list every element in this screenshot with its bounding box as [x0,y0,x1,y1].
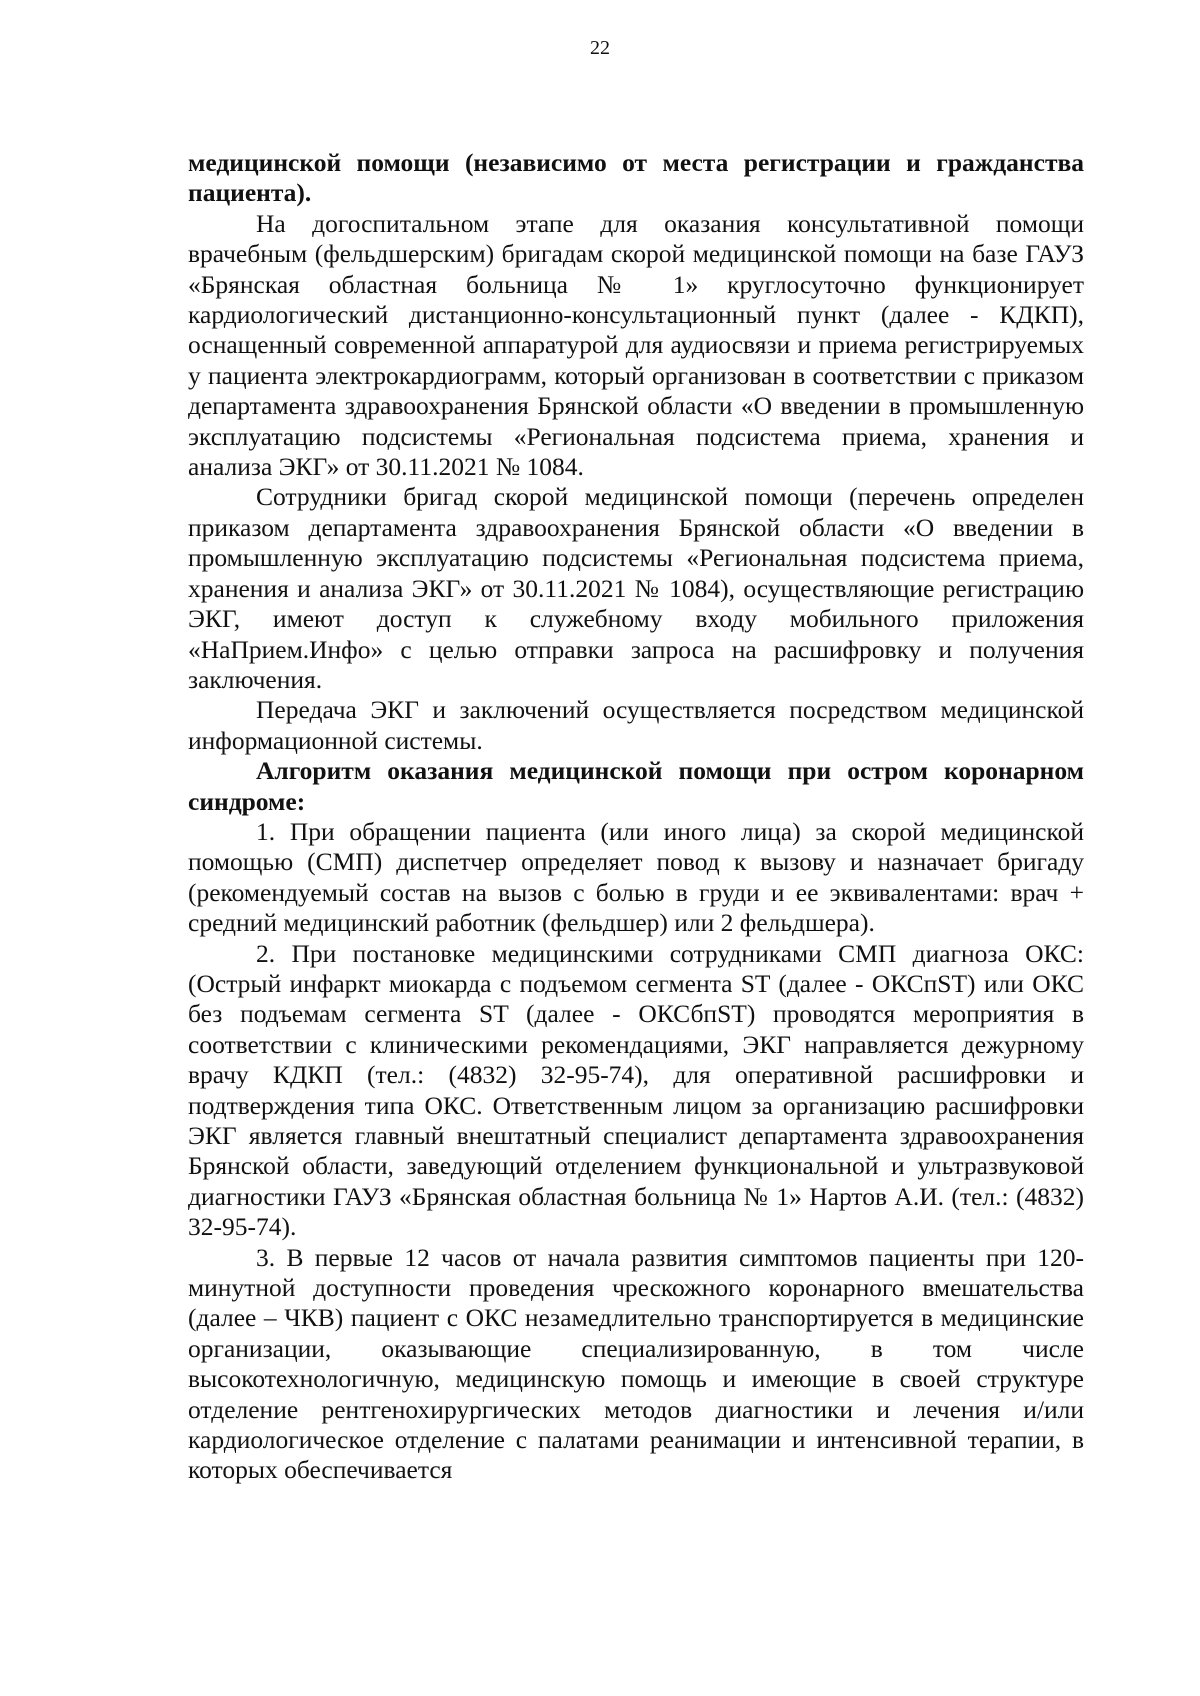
paragraph-kdkp: На догоспитальном этапе для оказания консультативной помощи врачебным (фельдшерским) бригадам скорой медицинской помощи на базе ГАУЗ «Брянская областная больница № 1» круглосуточно функционирует кардиологический дистанционно-консультационный пункт (далее - КДКП), оснащенный современной аппаратурой для аудиосвязи и приема регистрируемых у пациента электрокардиограмм, который организован в соответствии с приказом департамента здравоохранения Брянской области «О введении в промышленную эксплуатацию подсистемы «Региональная подсистема приема, хранения и анализа ЭКГ» от 30.11.2021 № 1084. [188,208,1084,482]
paragraph-smp-staff: Сотрудники бригад скорой медицинской помощи (перечень определен приказом департамента здравоохранения Брянской области «О введении в промышленную эксплуатацию подсистемы «Региональная подсистема приема, хранения и анализа ЭКГ» от 30.11.2021 № 1084), осуществляющие регистрацию ЭКГ, имеют доступ к служебному входу мобильного приложения «НаПрием.Инфо» с целью отправки запроса на расшифровку и получения заключения. [188,482,1084,694]
list-item-1: 1. При обращении пациента (или иного лица) за скорой медицинской помощью (СМП) диспетчер определяет повод к вызову и назначает бригаду (рекомендуемый состав на вызов с болью в груди и ее эквивалентами: врач + средний медицинский работник (фельдшер) или 2 фельдшера). [188,816,1084,938]
document-body [188,148,1084,1486]
list-item-2: 2. При постановке медицинскими сотрудниками СМП диагноза ОКС: (Острый инфаркт миокарда с подъемом сегмента ST (далее - ОКСпST) или ОКС без подъемам сегмента ST (далее - ОКСбпST) проводятся мероприятия в соответствии с клиническими рекомендациями, ЭКГ направляется дежурному врачу КДКП (тел.: (4832) 32-95-74), для оперативной расшифровки и подтверждения типа ОКС. Ответственным лицом за организацию расшифровки ЭКГ является главный внештатный специалист департамента здравоохранения Брянской области, заведующий отделением функциональной и ультразвуковой диагностики ГАУЗ «Брянская областная больница № 1» Нартов А.И. (тел.: (4832) 32-95-74). [188,938,1084,1242]
list-item-3: 3. В первые 12 часов от начала развития симптомов пациенты при 120-минутной доступности проведения чрескожного коронарного вмешательства (далее – ЧКВ) пациент с ОКС незамедлительно транспортируется в медицинские организации, оказывающие специализированную, в том числе высокотехнологичную, медицинскую помощь и имеющие в своей структуре отделение рентгенохирургических методов диагностики и лечения и/или кардиологическое отделение с палатами реанимации и интенсивной терапии, в которых обеспечивается [188,1242,1084,1485]
paragraph-ecg-transfer: Передача ЭКГ и заключений осуществляется посредством медицинской информационной системы. [188,695,1084,755]
paragraph-continuation-heading: медицинской помощи (независимо от места регистрации и гражданства пациента). [188,148,1084,208]
section-heading-algorithm: Алгоритм оказания медицинской помощи при остром коронарном синдроме: [188,756,1084,816]
page-number: 22 [590,37,610,59]
